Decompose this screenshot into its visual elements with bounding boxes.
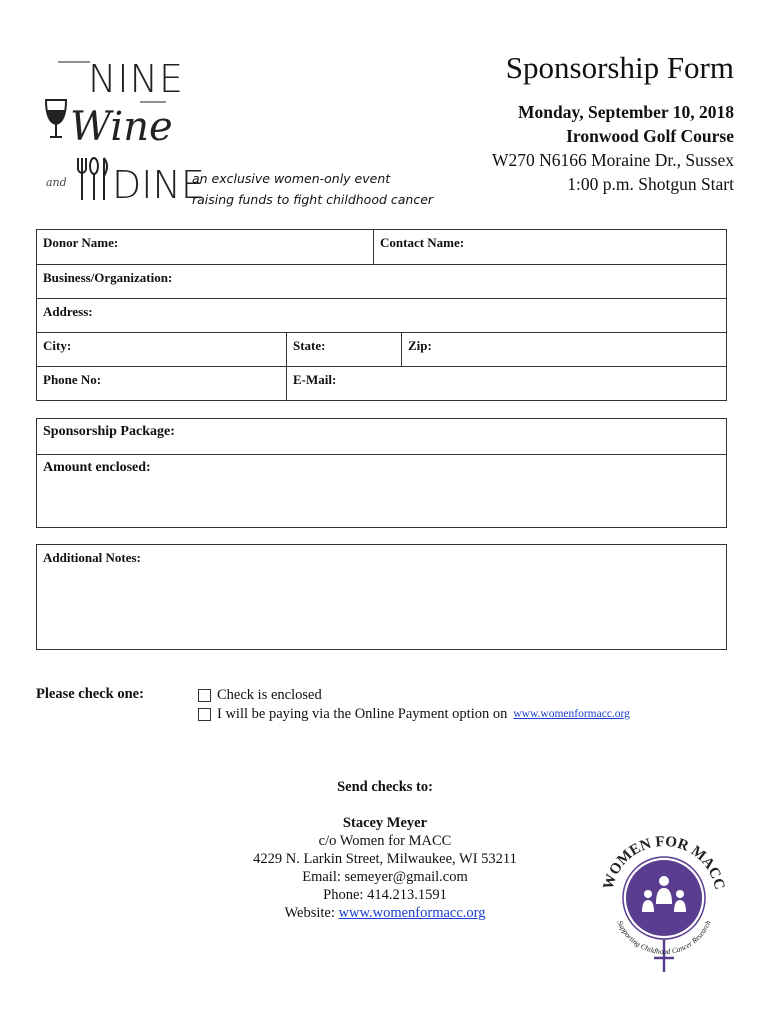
- wine-glass-icon: [46, 100, 66, 137]
- sponsorship-form: [36, 418, 727, 528]
- form-row-contact: [37, 367, 726, 400]
- contact-name-field[interactable]: Contact Name:: [380, 235, 465, 250]
- notes-box: [36, 544, 727, 650]
- recipient-website: [190, 904, 580, 922]
- form-row-amount: [37, 455, 726, 527]
- state-field[interactable]: State:: [287, 333, 402, 366]
- website-label: Website:: [284, 905, 339, 921]
- nine-wine-dine-logo-graphic: [40, 40, 205, 207]
- payment-label: Please check one:: [36, 686, 144, 702]
- form-row-business: [37, 265, 726, 299]
- women-for-macc-logo: [592, 826, 732, 976]
- event-header: [492, 50, 734, 196]
- phone-field[interactable]: Phone No:: [37, 367, 287, 400]
- nine-wine-dine-logo: [40, 40, 205, 207]
- mailing-info: [190, 778, 580, 922]
- event-start-time: 1:00 p.m. Shotgun Start: [567, 174, 734, 194]
- tagline-line-1: an exclusive women-only event: [192, 171, 391, 186]
- online-payment-checkbox[interactable]: [198, 708, 211, 721]
- sponsorship-package-field[interactable]: Sponsorship Package:: [43, 424, 175, 439]
- additional-notes-field[interactable]: Additional Notes:: [43, 550, 141, 565]
- recipient-care-of: c/o Women for MACC: [318, 833, 452, 849]
- mailing-heading: Send checks to:: [337, 779, 433, 795]
- email-field[interactable]: E-Mail:: [293, 372, 337, 387]
- check-enclosed-label: Check is enclosed: [217, 687, 322, 703]
- recipient-phone: Phone: 414.213.1591: [323, 887, 447, 903]
- logo-word-and: and: [46, 176, 67, 189]
- women-for-macc-logo-graphic: [592, 826, 732, 976]
- form-row-package: [37, 419, 726, 455]
- macc-logo-top-text: WOMEN FOR MACC: [600, 833, 728, 892]
- recipient-street: 4229 N. Larkin Street, Milwaukee, WI 53211: [253, 851, 517, 867]
- form-title: Sponsorship Form: [505, 50, 734, 85]
- address-field[interactable]: Address:: [43, 304, 93, 319]
- form-row-city: [37, 333, 726, 367]
- tagline-line-2: raising funds to fight childhood cancer: [192, 192, 434, 207]
- form-row-names: [37, 230, 726, 265]
- event-venue: Ironwood Golf Course: [566, 126, 734, 146]
- tagline: [192, 168, 433, 210]
- payment-option-check: [198, 686, 630, 705]
- macc-logo-bottom-text: Supporting Childhood Cancer Research: [615, 919, 713, 957]
- city-field[interactable]: City:: [37, 333, 287, 366]
- cutlery-icon: [78, 158, 107, 200]
- donor-info-form: [36, 229, 727, 401]
- business-field[interactable]: Business/Organization:: [43, 270, 173, 285]
- logo-word-nine: NINE: [88, 57, 185, 101]
- event-address: W270 N6166 Moraine Dr., Sussex: [491, 150, 734, 170]
- check-enclosed-checkbox[interactable]: [198, 689, 211, 702]
- logo-word-dine: DINE: [112, 163, 205, 207]
- logo-word-wine: Wine: [70, 104, 173, 150]
- payment-options: [198, 686, 630, 724]
- online-payment-label: I will be paying via the Online Payment option on: [217, 706, 508, 722]
- recipient-name: Stacey Meyer: [342, 815, 428, 831]
- donor-name-field[interactable]: Donor Name:: [37, 230, 374, 264]
- event-date: Monday, September 10, 2018: [518, 102, 734, 122]
- amount-enclosed-field[interactable]: Amount enclosed:: [43, 460, 151, 475]
- online-payment-link[interactable]: www.womenformacc.org: [513, 708, 630, 720]
- website-link[interactable]: www.womenformacc.org: [338, 905, 486, 921]
- payment-option-online: [198, 705, 630, 724]
- recipient-email: Email: semeyer@gmail.com: [302, 869, 468, 885]
- zip-field[interactable]: Zip:: [408, 338, 432, 353]
- form-row-address: [37, 299, 726, 333]
